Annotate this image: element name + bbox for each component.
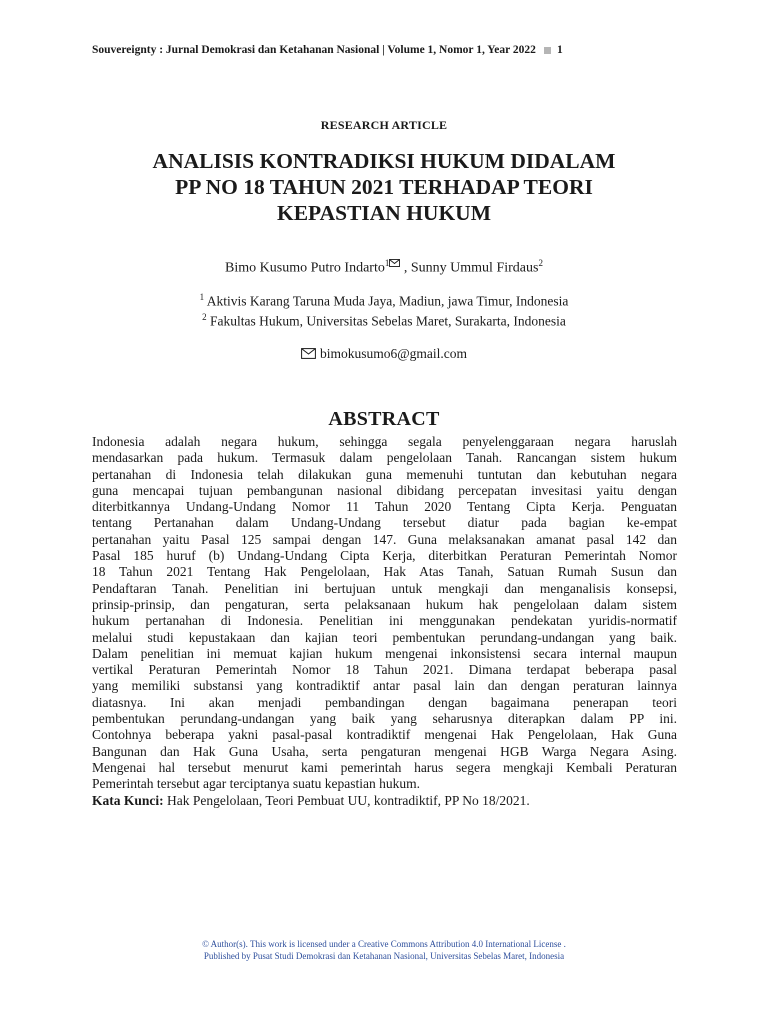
page-number: 1 xyxy=(556,44,563,56)
abstract-heading: ABSTRACT xyxy=(328,408,440,430)
abstract-body xyxy=(92,434,677,809)
journal-info: Souvereignty : Jurnal Demokrasi dan Ketahanan Nasional | Volume 1, Nomor 1, Year 2022 xyxy=(92,44,536,56)
abstract-line: 18 Tahun 2021 Tentang Hak Pengelolaan, Hak Atas Tanah, Satuan Rumah Susun dan xyxy=(92,564,677,580)
abstract-line: pertanahan di Indonesia telah dilakukan guna memenuhi tuntutan dan kebutuhan negara xyxy=(92,466,677,482)
title-line: ANALISIS KONTRADIKSI HUKUM DIDALAM xyxy=(152,149,616,173)
affiliation xyxy=(0,292,768,310)
title-line: KEPASTIAN HUKUM xyxy=(276,201,491,225)
abstract-line: diterbitkannya Undang-Undang Nomor 11 Tahun 2020 Tentang Cipta Kerja. Penguatan xyxy=(92,499,677,515)
affiliation-text: Fakultas Hukum, Universitas Sebelas Maret, Surakarta, Indonesia xyxy=(210,313,566,329)
abstract-line: vertikal Peraturan Pemerintah Nomor 18 Tahun 2021. Dimana terdapat beberapa pasal xyxy=(92,662,677,678)
abstract-line: Bangunan dan Hak Guna Usaha, serta pengaturan mengenai HGB Warga Negara Asing. xyxy=(92,743,677,759)
license-link[interactable]: © Author(s). This work is licensed under a Creative Commons Attribution 4.0 International License . xyxy=(202,939,566,949)
abstract-line: melalui studi kepustakaan dan kajian teori pembentukan perundang-undangan yang baik. xyxy=(92,629,677,645)
article-type: RESEARCH ARTICLE xyxy=(320,118,448,132)
abstract-line: prinsip-prinsip, dan pengaturan, serta pelaksanaan hukum hak pengelolaan dalam sistem xyxy=(92,596,677,612)
affiliation-text: Aktivis Karang Taruna Muda Jaya, Madiun, jawa Timur, Indonesia xyxy=(206,293,569,309)
abstract-line: Mengenai hal tersebut menurut kami pemerintah harus segera mengkaji Kembali Peraturan xyxy=(92,759,677,775)
abstract-line: Pemerintah tersebut agar terciptanya suatu kepastian hukum. xyxy=(92,776,421,792)
license-footer xyxy=(0,938,768,962)
abstract-line: guna mencapai tujuan pembangunan nasional dibidang percepatan invesitasi yaitu dengan xyxy=(92,482,677,498)
affiliation-marker: 2 xyxy=(538,258,543,268)
abstract-line: Pasal 185 huruf (b) Undang-Undang Cipta Kerja, diterbitkan Peraturan Pemerintah Nomor xyxy=(92,548,677,564)
square-icon xyxy=(544,47,551,54)
article-title xyxy=(84,148,684,226)
affiliation-number: 1 xyxy=(199,292,205,302)
abstract-line: tentang Pertanahan dalam Undang-Undang tersebut diatur pada bagian ke-empat xyxy=(92,515,677,531)
author-list xyxy=(0,258,768,277)
abstract-line: diatasnya. Ini akan menjadi pembandingan dengan bagaimana penerapan teori xyxy=(92,694,677,710)
corresponding-mail-icon xyxy=(389,259,400,267)
keywords-label: Kata Kunci: xyxy=(92,792,164,808)
publisher-line: Published by Pusat Studi Demokrasi dan Ketahanan Nasional, Universitas Sebelas Maret, Indonesia xyxy=(203,951,565,961)
running-head xyxy=(92,44,672,56)
abstract-line: yang memiliki substansi yang kontradiktif antar pasal lain dan dengan peraturan lainnya xyxy=(92,678,677,694)
abstract-line: Indonesia adalah negara hukum, sehingga segala penyelenggaraan negara haruslah xyxy=(92,434,677,449)
author-name: Bimo Kusumo Putro Indarto xyxy=(225,260,385,276)
affiliation xyxy=(0,312,768,330)
envelope-icon xyxy=(301,348,316,359)
keywords-list: Hak Pengelolaan, Teori Pembuat UU, kontradiktif, PP No 18/2021. xyxy=(163,792,530,808)
email-link[interactable]: bimokusumo6@gmail.com xyxy=(319,346,468,361)
affiliation-marker: 1 xyxy=(384,258,390,268)
abstract-line: Pendaftaran Tanah. Penelitian ini bertujuan untuk mengkaji dan menganalisis konsepsi, xyxy=(92,580,677,596)
title-line: PP NO 18 TAHUN 2021 TERHADAP TEORI xyxy=(175,175,593,199)
abstract-line: mendasarkan pada hukum. Termasuk dalam pengelolaan Tanah. Rancangan sistem hukum xyxy=(92,450,677,466)
keywords xyxy=(92,793,677,809)
abstract-line: pembentukan perundang-undangan yang baik yang seharusnya diterapkan dalam PP ini. xyxy=(92,711,677,727)
author-name: Sunny Ummul Firdaus xyxy=(410,260,539,276)
abstract-line: pertanahan yaitu Pasal 125 sampai dengan 147. Guna melaksanakan amanat pasal 142 dan xyxy=(92,531,677,547)
abstract-line: Contohnya beberapa yakni pasal-pasal kontradiktif mengenai Hak Pengelolaan, Hak Guna xyxy=(92,727,677,743)
email-line xyxy=(0,346,768,362)
abstract-line: Dalam penelitian ini memuat kajian hukum mengenai inkonsistensi secara internal maupun xyxy=(92,645,677,661)
abstract-line: hukum pertanahan di Indonesia. Penelitian ini menggunakan pendekatan yuridis-normatif xyxy=(92,613,677,629)
author-separator: , xyxy=(400,260,411,276)
affiliation-number: 2 xyxy=(202,312,207,322)
